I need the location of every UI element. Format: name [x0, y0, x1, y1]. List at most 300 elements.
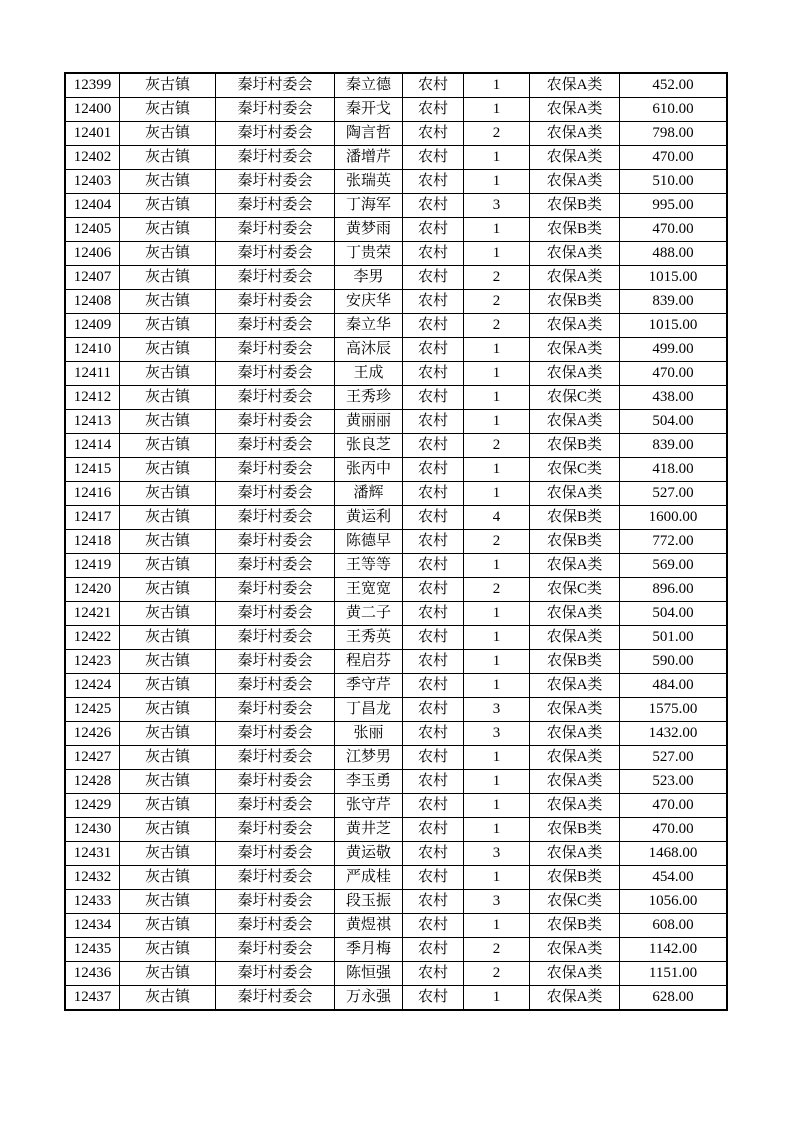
table-row [65, 770, 727, 794]
cell-name: 黄井芝 [335, 818, 403, 842]
cell-village_committee: 秦圩村委会 [216, 914, 335, 938]
table-row [65, 98, 727, 122]
cell-serial_number: 12412 [65, 386, 120, 410]
table-row [65, 506, 727, 530]
cell-serial_number: 12433 [65, 890, 120, 914]
cell-amount: 798.00 [620, 122, 728, 146]
cell-town: 灰古镇 [120, 266, 216, 290]
cell-insurance_category: 农保A类 [530, 722, 620, 746]
cell-village_committee: 秦圩村委会 [216, 122, 335, 146]
cell-town: 灰古镇 [120, 530, 216, 554]
cell-insurance_category: 农保A类 [530, 266, 620, 290]
cell-insurance_category: 农保B类 [530, 434, 620, 458]
cell-residence_type: 农村 [403, 530, 464, 554]
cell-village_committee: 秦圩村委会 [216, 578, 335, 602]
cell-town: 灰古镇 [120, 506, 216, 530]
cell-name: 张丽 [335, 722, 403, 746]
cell-amount: 527.00 [620, 482, 728, 506]
cell-residence_type: 农村 [403, 170, 464, 194]
table-row [65, 386, 727, 410]
cell-person_count: 1 [464, 746, 530, 770]
cell-person_count: 3 [464, 698, 530, 722]
cell-serial_number: 12425 [65, 698, 120, 722]
cell-village_committee: 秦圩村委会 [216, 626, 335, 650]
cell-amount: 610.00 [620, 98, 728, 122]
cell-residence_type: 农村 [403, 554, 464, 578]
cell-amount: 1151.00 [620, 962, 728, 986]
cell-name: 季月梅 [335, 938, 403, 962]
cell-amount: 523.00 [620, 770, 728, 794]
cell-town: 灰古镇 [120, 602, 216, 626]
cell-person_count: 1 [464, 674, 530, 698]
cell-person_count: 1 [464, 73, 530, 98]
cell-person_count: 1 [464, 170, 530, 194]
cell-person_count: 3 [464, 194, 530, 218]
table-row [65, 242, 727, 266]
cell-serial_number: 12424 [65, 674, 120, 698]
cell-insurance_category: 农保A类 [530, 170, 620, 194]
cell-name: 段玉振 [335, 890, 403, 914]
table-row [65, 218, 727, 242]
cell-insurance_category: 农保A类 [530, 122, 620, 146]
cell-amount: 510.00 [620, 170, 728, 194]
cell-person_count: 3 [464, 890, 530, 914]
table-row [65, 986, 727, 1011]
cell-person_count: 1 [464, 242, 530, 266]
table-row [65, 962, 727, 986]
cell-serial_number: 12405 [65, 218, 120, 242]
cell-serial_number: 12402 [65, 146, 120, 170]
cell-name: 陈恒强 [335, 962, 403, 986]
cell-insurance_category: 农保B类 [530, 194, 620, 218]
cell-residence_type: 农村 [403, 890, 464, 914]
cell-insurance_category: 农保A类 [530, 362, 620, 386]
cell-town: 灰古镇 [120, 746, 216, 770]
table-row [65, 290, 727, 314]
cell-insurance_category: 农保A类 [530, 314, 620, 338]
cell-town: 灰古镇 [120, 986, 216, 1011]
table-row [65, 170, 727, 194]
cell-amount: 608.00 [620, 914, 728, 938]
cell-village_committee: 秦圩村委会 [216, 290, 335, 314]
table-row [65, 266, 727, 290]
table-row [65, 890, 727, 914]
cell-serial_number: 12423 [65, 650, 120, 674]
cell-village_committee: 秦圩村委会 [216, 746, 335, 770]
cell-village_committee: 秦圩村委会 [216, 722, 335, 746]
cell-town: 灰古镇 [120, 650, 216, 674]
cell-town: 灰古镇 [120, 290, 216, 314]
table-row [65, 362, 727, 386]
cell-serial_number: 12435 [65, 938, 120, 962]
cell-serial_number: 12414 [65, 434, 120, 458]
cell-insurance_category: 农保A类 [530, 73, 620, 98]
table-row [65, 818, 727, 842]
cell-serial_number: 12422 [65, 626, 120, 650]
cell-insurance_category: 农保A类 [530, 698, 620, 722]
cell-village_committee: 秦圩村委会 [216, 386, 335, 410]
cell-residence_type: 农村 [403, 218, 464, 242]
cell-amount: 418.00 [620, 458, 728, 482]
cell-town: 灰古镇 [120, 170, 216, 194]
cell-village_committee: 秦圩村委会 [216, 650, 335, 674]
cell-amount: 1432.00 [620, 722, 728, 746]
cell-serial_number: 12408 [65, 290, 120, 314]
table-row [65, 458, 727, 482]
cell-name: 高沐辰 [335, 338, 403, 362]
cell-name: 秦立德 [335, 73, 403, 98]
cell-name: 黄运利 [335, 506, 403, 530]
cell-town: 灰古镇 [120, 242, 216, 266]
cell-insurance_category: 农保C类 [530, 386, 620, 410]
cell-residence_type: 农村 [403, 434, 464, 458]
cell-name: 王成 [335, 362, 403, 386]
cell-person_count: 2 [464, 578, 530, 602]
table-row [65, 650, 727, 674]
cell-name: 黄运敬 [335, 842, 403, 866]
cell-town: 灰古镇 [120, 73, 216, 98]
cell-village_committee: 秦圩村委会 [216, 866, 335, 890]
table-row [65, 674, 727, 698]
cell-insurance_category: 农保A类 [530, 146, 620, 170]
table-row [65, 626, 727, 650]
cell-residence_type: 农村 [403, 122, 464, 146]
cell-amount: 438.00 [620, 386, 728, 410]
cell-person_count: 1 [464, 338, 530, 362]
cell-amount: 1575.00 [620, 698, 728, 722]
cell-person_count: 1 [464, 458, 530, 482]
cell-town: 灰古镇 [120, 938, 216, 962]
cell-town: 灰古镇 [120, 890, 216, 914]
cell-town: 灰古镇 [120, 338, 216, 362]
cell-residence_type: 农村 [403, 362, 464, 386]
cell-residence_type: 农村 [403, 674, 464, 698]
cell-town: 灰古镇 [120, 194, 216, 218]
cell-town: 灰古镇 [120, 722, 216, 746]
cell-town: 灰古镇 [120, 314, 216, 338]
cell-serial_number: 12434 [65, 914, 120, 938]
cell-residence_type: 农村 [403, 506, 464, 530]
cell-insurance_category: 农保A类 [530, 962, 620, 986]
cell-residence_type: 农村 [403, 73, 464, 98]
cell-residence_type: 农村 [403, 314, 464, 338]
cell-insurance_category: 农保B类 [530, 650, 620, 674]
table-row [65, 122, 727, 146]
cell-serial_number: 12426 [65, 722, 120, 746]
cell-town: 灰古镇 [120, 962, 216, 986]
cell-amount: 569.00 [620, 554, 728, 578]
cell-serial_number: 12432 [65, 866, 120, 890]
cell-town: 灰古镇 [120, 362, 216, 386]
cell-name: 黄梦雨 [335, 218, 403, 242]
cell-village_committee: 秦圩村委会 [216, 434, 335, 458]
cell-person_count: 2 [464, 290, 530, 314]
cell-town: 灰古镇 [120, 482, 216, 506]
cell-name: 张丙中 [335, 458, 403, 482]
cell-serial_number: 12407 [65, 266, 120, 290]
cell-person_count: 2 [464, 434, 530, 458]
cell-person_count: 1 [464, 914, 530, 938]
cell-residence_type: 农村 [403, 938, 464, 962]
cell-residence_type: 农村 [403, 722, 464, 746]
cell-amount: 1468.00 [620, 842, 728, 866]
cell-amount: 896.00 [620, 578, 728, 602]
cell-town: 灰古镇 [120, 674, 216, 698]
cell-amount: 454.00 [620, 866, 728, 890]
cell-amount: 1015.00 [620, 266, 728, 290]
cell-insurance_category: 农保C类 [530, 890, 620, 914]
cell-amount: 504.00 [620, 602, 728, 626]
table-row [65, 434, 727, 458]
cell-person_count: 4 [464, 506, 530, 530]
table-row [65, 698, 727, 722]
cell-town: 灰古镇 [120, 914, 216, 938]
cell-town: 灰古镇 [120, 410, 216, 434]
cell-name: 秦立华 [335, 314, 403, 338]
cell-insurance_category: 农保A类 [530, 842, 620, 866]
table-row [65, 938, 727, 962]
cell-town: 灰古镇 [120, 554, 216, 578]
cell-person_count: 2 [464, 530, 530, 554]
cell-insurance_category: 农保C类 [530, 578, 620, 602]
cell-amount: 484.00 [620, 674, 728, 698]
cell-name: 万永强 [335, 986, 403, 1011]
cell-residence_type: 农村 [403, 746, 464, 770]
cell-amount: 470.00 [620, 146, 728, 170]
cell-name: 严成桂 [335, 866, 403, 890]
cell-residence_type: 农村 [403, 842, 464, 866]
cell-insurance_category: 农保A类 [530, 410, 620, 434]
cell-amount: 628.00 [620, 986, 728, 1011]
cell-person_count: 1 [464, 602, 530, 626]
cell-insurance_category: 农保B类 [530, 218, 620, 242]
cell-insurance_category: 农保A类 [530, 938, 620, 962]
cell-village_committee: 秦圩村委会 [216, 506, 335, 530]
cell-amount: 470.00 [620, 794, 728, 818]
cell-residence_type: 农村 [403, 410, 464, 434]
cell-residence_type: 农村 [403, 794, 464, 818]
cell-town: 灰古镇 [120, 794, 216, 818]
cell-insurance_category: 农保A类 [530, 770, 620, 794]
cell-name: 陈德早 [335, 530, 403, 554]
cell-village_committee: 秦圩村委会 [216, 842, 335, 866]
cell-amount: 527.00 [620, 746, 728, 770]
cell-person_count: 2 [464, 938, 530, 962]
cell-serial_number: 12400 [65, 98, 120, 122]
cell-amount: 590.00 [620, 650, 728, 674]
cell-amount: 1056.00 [620, 890, 728, 914]
cell-town: 灰古镇 [120, 122, 216, 146]
cell-name: 王宽宽 [335, 578, 403, 602]
cell-serial_number: 12429 [65, 794, 120, 818]
cell-residence_type: 农村 [403, 866, 464, 890]
cell-town: 灰古镇 [120, 698, 216, 722]
cell-residence_type: 农村 [403, 194, 464, 218]
table-row [65, 578, 727, 602]
cell-amount: 488.00 [620, 242, 728, 266]
cell-residence_type: 农村 [403, 962, 464, 986]
table-row [65, 554, 727, 578]
cell-village_committee: 秦圩村委会 [216, 554, 335, 578]
cell-amount: 470.00 [620, 218, 728, 242]
cell-name: 黄煜祺 [335, 914, 403, 938]
cell-residence_type: 农村 [403, 98, 464, 122]
cell-serial_number: 12428 [65, 770, 120, 794]
cell-name: 张守芹 [335, 794, 403, 818]
cell-amount: 839.00 [620, 290, 728, 314]
cell-insurance_category: 农保A类 [530, 794, 620, 818]
cell-name: 程启芬 [335, 650, 403, 674]
cell-amount: 1142.00 [620, 938, 728, 962]
cell-name: 季守芹 [335, 674, 403, 698]
cell-amount: 470.00 [620, 362, 728, 386]
cell-village_committee: 秦圩村委会 [216, 146, 335, 170]
cell-person_count: 1 [464, 866, 530, 890]
cell-insurance_category: 农保A类 [530, 338, 620, 362]
cell-residence_type: 农村 [403, 242, 464, 266]
cell-name: 丁昌龙 [335, 698, 403, 722]
cell-person_count: 1 [464, 362, 530, 386]
cell-person_count: 1 [464, 770, 530, 794]
cell-serial_number: 12401 [65, 122, 120, 146]
cell-village_committee: 秦圩村委会 [216, 338, 335, 362]
cell-residence_type: 农村 [403, 986, 464, 1011]
cell-name: 秦开戈 [335, 98, 403, 122]
cell-serial_number: 12411 [65, 362, 120, 386]
cell-serial_number: 12404 [65, 194, 120, 218]
cell-serial_number: 12427 [65, 746, 120, 770]
cell-town: 灰古镇 [120, 818, 216, 842]
cell-serial_number: 12403 [65, 170, 120, 194]
cell-village_committee: 秦圩村委会 [216, 410, 335, 434]
cell-serial_number: 12419 [65, 554, 120, 578]
cell-village_committee: 秦圩村委会 [216, 986, 335, 1011]
cell-insurance_category: 农保A类 [530, 602, 620, 626]
cell-person_count: 1 [464, 554, 530, 578]
cell-insurance_category: 农保B类 [530, 818, 620, 842]
cell-town: 灰古镇 [120, 458, 216, 482]
cell-insurance_category: 农保A类 [530, 554, 620, 578]
insurance-roster-table [64, 72, 728, 1011]
cell-insurance_category: 农保A类 [530, 626, 620, 650]
cell-serial_number: 12418 [65, 530, 120, 554]
cell-town: 灰古镇 [120, 626, 216, 650]
table-row [65, 482, 727, 506]
cell-town: 灰古镇 [120, 218, 216, 242]
cell-town: 灰古镇 [120, 146, 216, 170]
cell-village_committee: 秦圩村委会 [216, 674, 335, 698]
cell-village_committee: 秦圩村委会 [216, 242, 335, 266]
table-row [65, 146, 727, 170]
cell-insurance_category: 农保B类 [530, 506, 620, 530]
cell-amount: 470.00 [620, 818, 728, 842]
cell-village_committee: 秦圩村委会 [216, 818, 335, 842]
cell-serial_number: 12430 [65, 818, 120, 842]
cell-name: 张良芝 [335, 434, 403, 458]
cell-person_count: 2 [464, 122, 530, 146]
cell-serial_number: 12437 [65, 986, 120, 1011]
cell-town: 灰古镇 [120, 842, 216, 866]
cell-name: 李玉勇 [335, 770, 403, 794]
cell-insurance_category: 农保B类 [530, 530, 620, 554]
cell-amount: 995.00 [620, 194, 728, 218]
cell-person_count: 1 [464, 218, 530, 242]
cell-name: 张瑞英 [335, 170, 403, 194]
cell-insurance_category: 农保A类 [530, 482, 620, 506]
cell-insurance_category: 农保A类 [530, 242, 620, 266]
cell-insurance_category: 农保B类 [530, 914, 620, 938]
cell-village_committee: 秦圩村委会 [216, 314, 335, 338]
cell-village_committee: 秦圩村委会 [216, 73, 335, 98]
cell-residence_type: 农村 [403, 698, 464, 722]
cell-residence_type: 农村 [403, 266, 464, 290]
table-row [65, 602, 727, 626]
cell-person_count: 1 [464, 482, 530, 506]
cell-amount: 772.00 [620, 530, 728, 554]
cell-residence_type: 农村 [403, 914, 464, 938]
cell-person_count: 1 [464, 818, 530, 842]
cell-person_count: 3 [464, 842, 530, 866]
cell-residence_type: 农村 [403, 818, 464, 842]
cell-village_committee: 秦圩村委会 [216, 362, 335, 386]
cell-residence_type: 农村 [403, 482, 464, 506]
cell-residence_type: 农村 [403, 650, 464, 674]
cell-residence_type: 农村 [403, 146, 464, 170]
table-row [65, 914, 727, 938]
cell-name: 王秀英 [335, 626, 403, 650]
cell-insurance_category: 农保A类 [530, 986, 620, 1011]
cell-serial_number: 12406 [65, 242, 120, 266]
cell-residence_type: 农村 [403, 386, 464, 410]
cell-village_committee: 秦圩村委会 [216, 482, 335, 506]
cell-residence_type: 农村 [403, 578, 464, 602]
cell-name: 丁海军 [335, 194, 403, 218]
table-row [65, 746, 727, 770]
cell-village_committee: 秦圩村委会 [216, 890, 335, 914]
cell-residence_type: 农村 [403, 458, 464, 482]
cell-town: 灰古镇 [120, 98, 216, 122]
cell-person_count: 1 [464, 98, 530, 122]
cell-serial_number: 12410 [65, 338, 120, 362]
cell-name: 黄丽丽 [335, 410, 403, 434]
cell-name: 潘辉 [335, 482, 403, 506]
cell-residence_type: 农村 [403, 626, 464, 650]
cell-town: 灰古镇 [120, 770, 216, 794]
cell-serial_number: 12421 [65, 602, 120, 626]
cell-name: 江梦男 [335, 746, 403, 770]
cell-village_committee: 秦圩村委会 [216, 98, 335, 122]
cell-name: 丁贵荣 [335, 242, 403, 266]
cell-village_committee: 秦圩村委会 [216, 218, 335, 242]
cell-insurance_category: 农保B类 [530, 290, 620, 314]
cell-person_count: 2 [464, 314, 530, 338]
cell-amount: 452.00 [620, 73, 728, 98]
cell-person_count: 1 [464, 794, 530, 818]
table-row [65, 314, 727, 338]
cell-amount: 1015.00 [620, 314, 728, 338]
cell-person_count: 2 [464, 962, 530, 986]
cell-village_committee: 秦圩村委会 [216, 458, 335, 482]
cell-serial_number: 12413 [65, 410, 120, 434]
table-row [65, 73, 727, 98]
table-row [65, 410, 727, 434]
cell-serial_number: 12420 [65, 578, 120, 602]
cell-serial_number: 12417 [65, 506, 120, 530]
cell-village_committee: 秦圩村委会 [216, 770, 335, 794]
cell-insurance_category: 农保A类 [530, 98, 620, 122]
table-row [65, 338, 727, 362]
cell-insurance_category: 农保C类 [530, 458, 620, 482]
